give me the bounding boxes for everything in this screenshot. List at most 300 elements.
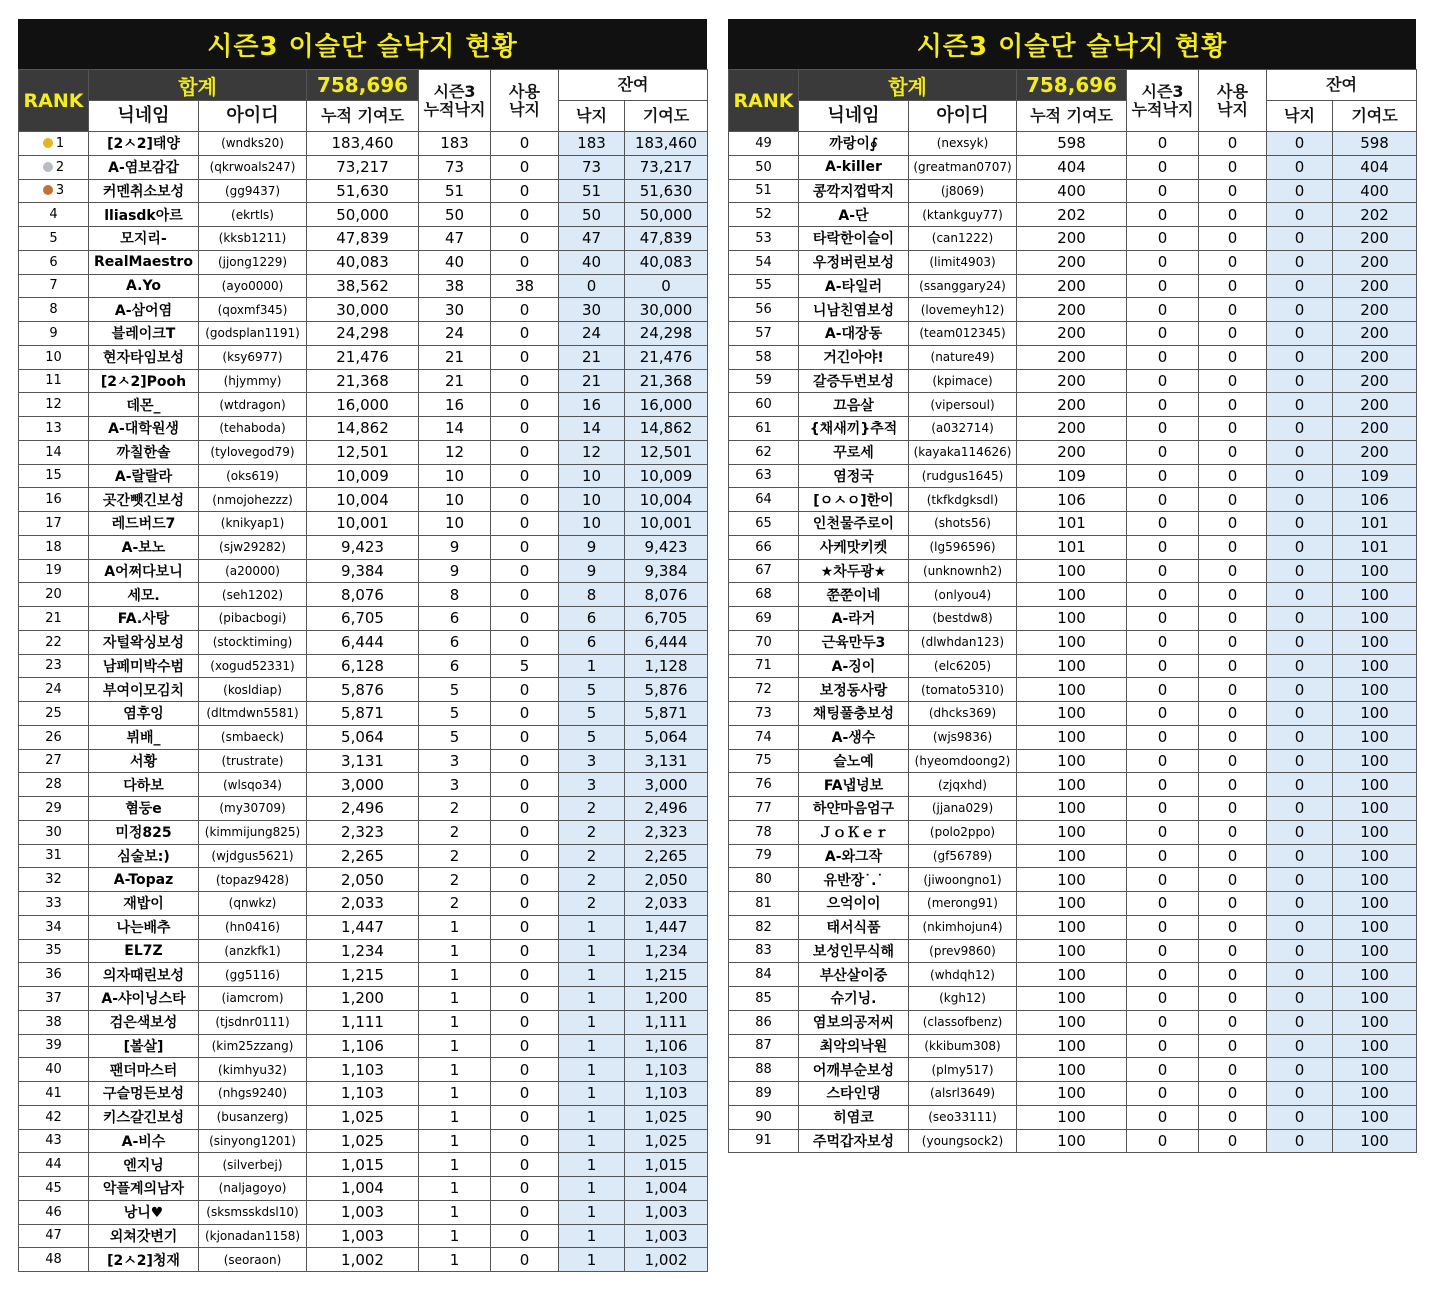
rank-cell: 5 (19, 227, 89, 251)
remain-contrib-cell: 14,862 (625, 417, 708, 441)
remain-nakji-cell: 10 (559, 512, 625, 536)
remain-nakji-cell: 0 (1267, 607, 1333, 631)
rank-cell: 65 (729, 512, 799, 536)
rank-cell: 70 (729, 630, 799, 654)
table-row (729, 820, 1417, 844)
user-id-cell: (kgh12) (909, 987, 1017, 1011)
table-row (729, 322, 1417, 346)
table-row (729, 607, 1417, 631)
season-cum-cell: 1 (419, 1129, 491, 1153)
remain-nakji-cell: 0 (1267, 488, 1333, 512)
used-nakji-cell: 0 (491, 1010, 559, 1034)
table-row (729, 1105, 1417, 1129)
season-cum-cell: 21 (419, 345, 491, 369)
used-nakji-cell: 0 (1199, 654, 1267, 678)
table-row (19, 797, 708, 821)
table-row (729, 678, 1417, 702)
nickname-cell: FA.사탕 (89, 607, 199, 631)
rank-cell: 43 (19, 1129, 89, 1153)
rank-cell: 76 (729, 773, 799, 797)
used-nakji-cell: 0 (491, 559, 559, 583)
panel-title: 시즌3 이슬단 슬낙지 현황 (18, 19, 707, 69)
remain-nakji-cell: 0 (1267, 1010, 1333, 1034)
rank-cell: 4 (19, 203, 89, 227)
used-nakji-cell: 0 (1199, 417, 1267, 441)
used-nakji-cell: 0 (1199, 1129, 1267, 1153)
cum-contrib-header: 누적 기여도 (1017, 101, 1127, 132)
remain-contrib-cell: 100 (1333, 654, 1417, 678)
used-nakji-cell: 0 (491, 1177, 559, 1201)
rank-cell: 68 (729, 583, 799, 607)
remain-nakji-cell: 9 (559, 559, 625, 583)
cum-contrib-cell: 1,103 (307, 1082, 419, 1106)
used-nakji-cell: 0 (1199, 250, 1267, 274)
user-id-cell: (stocktiming) (199, 630, 307, 654)
user-id-cell: (sjw29282) (199, 535, 307, 559)
user-id-cell: (can1222) (909, 227, 1017, 251)
remain-nakji-cell: 51 (559, 179, 625, 203)
used-nakji-cell: 0 (1199, 488, 1267, 512)
rank-cell: 81 (729, 892, 799, 916)
nickname-cell: [2ㅅ2]태양 (89, 132, 199, 156)
rank-number: 1 (55, 135, 65, 151)
used-nakji-cell: 0 (1199, 393, 1267, 417)
season-cum-cell: 0 (1127, 203, 1199, 227)
rank-cell: 19 (19, 559, 89, 583)
ranking-table (728, 69, 1417, 1153)
table-row (19, 1248, 708, 1272)
nickname-cell: 재밥이 (89, 892, 199, 916)
remain-contrib-cell: 1,103 (625, 1058, 708, 1082)
season-cum-cell: 0 (1127, 250, 1199, 274)
table-row (729, 464, 1417, 488)
remain-contrib-cell: 50,000 (625, 203, 708, 227)
remain-nakji-cell: 0 (1267, 512, 1333, 536)
rank-cell: 24 (19, 678, 89, 702)
rank-cell: 75 (729, 749, 799, 773)
remain-contrib-cell: 10,001 (625, 512, 708, 536)
rank-cell: 18 (19, 535, 89, 559)
table-row (729, 630, 1417, 654)
remain-nakji-header: 낙지 (1267, 101, 1333, 132)
cum-contrib-cell: 100 (1017, 725, 1127, 749)
season-cum-cell: 0 (1127, 725, 1199, 749)
cum-contrib-cell: 100 (1017, 630, 1127, 654)
cum-contrib-cell: 404 (1017, 155, 1127, 179)
season-cum-cell: 0 (1127, 820, 1199, 844)
remain-nakji-cell: 1 (559, 1224, 625, 1248)
remain-nakji-cell: 1 (559, 1248, 625, 1272)
remain-nakji-cell: 6 (559, 607, 625, 631)
rank-cell: 53 (729, 227, 799, 251)
cum-contrib-cell: 50,000 (307, 203, 419, 227)
nickname-cell: 하얀마음엄구 (799, 797, 909, 821)
remain-contrib-cell: 100 (1333, 987, 1417, 1011)
season-cum-cell: 0 (1127, 1129, 1199, 1153)
remain-nakji-cell: 1 (559, 939, 625, 963)
used-nakji-cell: 0 (1199, 369, 1267, 393)
season-cum-cell: 10 (419, 512, 491, 536)
user-id-cell: (prev9860) (909, 939, 1017, 963)
rank-cell: 6 (19, 250, 89, 274)
remain-nakji-cell: 73 (559, 155, 625, 179)
remain-contrib-cell: 100 (1333, 773, 1417, 797)
cum-contrib-cell: 2,496 (307, 797, 419, 821)
rank-cell: 87 (729, 1034, 799, 1058)
user-id-cell: (jjana029) (909, 797, 1017, 821)
cum-contrib-cell: 5,871 (307, 702, 419, 726)
cum-contrib-cell: 1,106 (307, 1034, 419, 1058)
user-id-cell: (hn0416) (199, 915, 307, 939)
table-row (729, 369, 1417, 393)
user-id-cell: (trustrate) (199, 749, 307, 773)
used-nakji-cell: 0 (1199, 322, 1267, 346)
cum-contrib-cell: 6,444 (307, 630, 419, 654)
nickname-cell: 부여이모김치 (89, 678, 199, 702)
cum-contrib-cell: 101 (1017, 535, 1127, 559)
nickname-cell: lliasdk아르 (89, 203, 199, 227)
table-row (729, 915, 1417, 939)
season-cum-cell: 1 (419, 1200, 491, 1224)
table-row (19, 725, 708, 749)
rank-cell: 48 (19, 1248, 89, 1272)
rank-cell: 32 (19, 868, 89, 892)
nickname-cell: [2ㅅ2]Pooh (89, 369, 199, 393)
season-cum-cell: 73 (419, 155, 491, 179)
rank-cell: 80 (729, 868, 799, 892)
remain-nakji-cell: 0 (1267, 250, 1333, 274)
rank-cell: 7 (19, 274, 89, 298)
remain-contrib-cell: 1,215 (625, 963, 708, 987)
season-cum-cell: 1 (419, 1153, 491, 1177)
rank-cell: 83 (729, 939, 799, 963)
rank-cell: 73 (729, 702, 799, 726)
rank-cell: 29 (19, 797, 89, 821)
ranking-table (18, 69, 708, 1272)
remain-nakji-cell: 0 (1267, 369, 1333, 393)
season-cum-cell: 0 (1127, 464, 1199, 488)
used-nakji-cell: 0 (491, 512, 559, 536)
rank-cell: 91 (729, 1129, 799, 1153)
nickname-cell: 염후잉 (89, 702, 199, 726)
remain-nakji-cell: 2 (559, 820, 625, 844)
season-cum-cell: 40 (419, 250, 491, 274)
season-cum-cell: 16 (419, 393, 491, 417)
cum-contrib-cell: 200 (1017, 417, 1127, 441)
nickname-cell: 어깨부순보성 (799, 1058, 909, 1082)
used-nakji-cell: 0 (1199, 155, 1267, 179)
cum-contrib-cell: 24,298 (307, 322, 419, 346)
table-row (19, 440, 708, 464)
season-cum-cell: 0 (1127, 488, 1199, 512)
season-cum-cell: 1 (419, 987, 491, 1011)
cum-contrib-cell: 2,050 (307, 868, 419, 892)
used-nakji-cell: 0 (491, 298, 559, 322)
season-cum-cell: 0 (1127, 583, 1199, 607)
rank-cell: 36 (19, 963, 89, 987)
rank-cell: 45 (19, 1177, 89, 1201)
used-nakji-cell: 0 (491, 1034, 559, 1058)
nickname-cell: 채팅풀충보성 (799, 702, 909, 726)
rank-cell: 61 (729, 417, 799, 441)
remain-contrib-cell: 1,111 (625, 1010, 708, 1034)
user-id-cell: (elc6205) (909, 654, 1017, 678)
remain-contrib-cell: 100 (1333, 630, 1417, 654)
user-id-cell: (alsrl3649) (909, 1082, 1017, 1106)
remain-nakji-cell: 10 (559, 464, 625, 488)
nickname-cell: 갈증두번보성 (799, 369, 909, 393)
season-cum-cell: 8 (419, 583, 491, 607)
used-header: 사용 낙지 (1199, 70, 1267, 132)
remain-contrib-cell: 1,106 (625, 1034, 708, 1058)
remain-nakji-cell: 0 (559, 274, 625, 298)
remain-nakji-cell: 21 (559, 369, 625, 393)
rank-cell: 88 (729, 1058, 799, 1082)
season-cum-cell: 1 (419, 915, 491, 939)
id-header: 아이디 (909, 101, 1017, 132)
used-nakji-cell: 0 (1199, 749, 1267, 773)
table-row (19, 1129, 708, 1153)
season-cum-cell: 6 (419, 630, 491, 654)
cum-contrib-cell: 1,234 (307, 939, 419, 963)
nickname-cell: 으억이이 (799, 892, 909, 916)
rank-cell: 26 (19, 725, 89, 749)
user-id-cell: (ayo0000) (199, 274, 307, 298)
remain-contrib-cell: 12,501 (625, 440, 708, 464)
remain-nakji-cell: 0 (1267, 939, 1333, 963)
nickname-cell: [ㅇㅅㅇ]한이 (799, 488, 909, 512)
remain-contrib-cell: 100 (1333, 963, 1417, 987)
table-row (19, 1177, 708, 1201)
user-id-cell: (dltmdwn5581) (199, 702, 307, 726)
season-cum-cell: 0 (1127, 512, 1199, 536)
used-nakji-cell: 0 (491, 488, 559, 512)
remain-contrib-cell: 100 (1333, 678, 1417, 702)
used-nakji-cell: 0 (491, 583, 559, 607)
rank-cell: 84 (729, 963, 799, 987)
cum-contrib-cell: 1,200 (307, 987, 419, 1011)
used-nakji-cell: 0 (1199, 1058, 1267, 1082)
user-id-cell: (youngsock2) (909, 1129, 1017, 1153)
user-id-cell: (kpimace) (909, 369, 1017, 393)
used-nakji-cell: 0 (491, 749, 559, 773)
cum-contrib-cell: 10,009 (307, 464, 419, 488)
used-nakji-cell: 0 (1199, 1105, 1267, 1129)
nickname-cell: ★차두광★ (799, 559, 909, 583)
used-header: 사용 낙지 (491, 70, 559, 132)
table-row (19, 250, 708, 274)
user-id-cell: (seoraon) (199, 1248, 307, 1272)
cum-contrib-cell: 73,217 (307, 155, 419, 179)
remain-nakji-cell: 0 (1267, 464, 1333, 488)
table-row (19, 559, 708, 583)
cum-contrib-cell: 1,111 (307, 1010, 419, 1034)
remain-nakji-cell: 3 (559, 773, 625, 797)
season-cum-cell: 10 (419, 488, 491, 512)
table-row (729, 250, 1417, 274)
remain-contrib-cell: 73,217 (625, 155, 708, 179)
remain-header: 잔여 (559, 70, 708, 101)
cum-contrib-cell: 1,015 (307, 1153, 419, 1177)
used-nakji-cell: 0 (491, 179, 559, 203)
used-nakji-cell: 0 (491, 678, 559, 702)
season-cum-cell: 0 (1127, 440, 1199, 464)
remain-nakji-cell: 0 (1267, 892, 1333, 916)
cum-contrib-cell: 10,004 (307, 488, 419, 512)
total-value: 758,696 (1017, 70, 1127, 101)
remain-contrib-cell: 100 (1333, 1105, 1417, 1129)
rank-cell: 60 (729, 393, 799, 417)
cum-contrib-cell: 2,033 (307, 892, 419, 916)
table-row (729, 844, 1417, 868)
rank-cell: 31 (19, 844, 89, 868)
season-cum-cell: 0 (1127, 654, 1199, 678)
used-nakji-cell: 0 (1199, 559, 1267, 583)
remain-contrib-cell: 0 (625, 274, 708, 298)
rank-cell (19, 155, 89, 179)
used-nakji-cell: 0 (1199, 915, 1267, 939)
remain-contrib-cell: 1,103 (625, 1082, 708, 1106)
table-row (729, 1082, 1417, 1106)
used-nakji-cell: 0 (491, 1248, 559, 1272)
nickname-cell: 염보의공저씨 (799, 1010, 909, 1034)
nickname-cell: RealMaestro (89, 250, 199, 274)
table-row (729, 535, 1417, 559)
user-id-cell: (vipersoul) (909, 393, 1017, 417)
used-nakji-cell: 0 (1199, 345, 1267, 369)
table-row (19, 868, 708, 892)
used-nakji-cell: 0 (1199, 939, 1267, 963)
table-row (19, 630, 708, 654)
rank-cell: 51 (729, 179, 799, 203)
cum-contrib-cell: 100 (1017, 797, 1127, 821)
cum-contrib-cell: 100 (1017, 702, 1127, 726)
cum-contrib-cell: 100 (1017, 607, 1127, 631)
table-row (19, 203, 708, 227)
user-id-cell: (dhcks369) (909, 702, 1017, 726)
remain-contrib-cell: 200 (1333, 298, 1417, 322)
remain-nakji-cell: 30 (559, 298, 625, 322)
rank-cell: 27 (19, 749, 89, 773)
remain-contrib-cell: 106 (1333, 488, 1417, 512)
remain-nakji-cell: 2 (559, 868, 625, 892)
cum-contrib-cell: 100 (1017, 1058, 1127, 1082)
remain-contrib-cell: 1,234 (625, 939, 708, 963)
remain-contrib-cell: 1,200 (625, 987, 708, 1011)
rank-cell: 50 (729, 155, 799, 179)
used-nakji-cell: 0 (491, 535, 559, 559)
remain-nakji-cell: 0 (1267, 132, 1333, 156)
table-row (19, 345, 708, 369)
nickname-cell: A-대학원생 (89, 417, 199, 441)
used-nakji-cell: 0 (491, 868, 559, 892)
cum-contrib-cell: 38,562 (307, 274, 419, 298)
nickname-cell: 까랑이∮ (799, 132, 909, 156)
used-nakji-cell: 0 (491, 1082, 559, 1106)
used-nakji-cell: 0 (1199, 678, 1267, 702)
table-row (19, 963, 708, 987)
nickname-cell: 염정국 (799, 464, 909, 488)
remain-contrib-cell: 183,460 (625, 132, 708, 156)
rank-cell: 63 (729, 464, 799, 488)
season-cum-cell: 0 (1127, 369, 1199, 393)
remain-nakji-cell: 5 (559, 702, 625, 726)
table-row (19, 322, 708, 346)
season-cum-cell: 0 (1127, 892, 1199, 916)
rank-cell: 58 (729, 345, 799, 369)
table-row (729, 393, 1417, 417)
user-id-cell: (merong91) (909, 892, 1017, 916)
season-cum-cell: 6 (419, 607, 491, 631)
cum-contrib-cell: 100 (1017, 892, 1127, 916)
cum-contrib-cell: 200 (1017, 274, 1127, 298)
remain-nakji-cell: 1 (559, 1034, 625, 1058)
remain-nakji-cell: 0 (1267, 630, 1333, 654)
remain-contrib-cell: 100 (1333, 797, 1417, 821)
season-cum-cell: 0 (1127, 417, 1199, 441)
table-row (729, 987, 1417, 1011)
table-row (19, 227, 708, 251)
nickname-cell: A-Topaz (89, 868, 199, 892)
remain-contrib-cell: 200 (1333, 440, 1417, 464)
rank-cell: 55 (729, 274, 799, 298)
season-cum-cell: 0 (1127, 987, 1199, 1011)
user-id-cell: (hyeomdoong2) (909, 749, 1017, 773)
remain-nakji-cell: 0 (1267, 274, 1333, 298)
remain-nakji-cell: 0 (1267, 1129, 1333, 1153)
cum-contrib-cell: 1,447 (307, 915, 419, 939)
rank-cell (19, 179, 89, 203)
used-nakji-cell: 0 (491, 203, 559, 227)
table-row (19, 1010, 708, 1034)
season-cum-header: 시즌3 누적낙지 (419, 70, 491, 132)
remain-contrib-cell: 200 (1333, 274, 1417, 298)
user-id-cell: (my30709) (199, 797, 307, 821)
remain-contrib-cell: 51,630 (625, 179, 708, 203)
season-cum-cell: 5 (419, 702, 491, 726)
used-nakji-cell: 0 (1199, 892, 1267, 916)
user-id-cell: (wndks20) (199, 132, 307, 156)
season-cum-cell: 0 (1127, 345, 1199, 369)
nickname-cell: 다하보 (89, 773, 199, 797)
nickname-cell: 곳간뺏긴보성 (89, 488, 199, 512)
nickname-header: 닉네임 (799, 101, 909, 132)
user-id-cell: (ekrtls) (199, 203, 307, 227)
remain-contrib-cell: 200 (1333, 250, 1417, 274)
remain-contrib-cell: 1,025 (625, 1129, 708, 1153)
rank-cell: 85 (729, 987, 799, 1011)
used-nakji-cell: 0 (491, 892, 559, 916)
cum-contrib-cell: 100 (1017, 939, 1127, 963)
rank-cell: 67 (729, 559, 799, 583)
rank-cell: 42 (19, 1105, 89, 1129)
table-row (19, 939, 708, 963)
nickname-cell: 의자때린보성 (89, 963, 199, 987)
rank-cell: 15 (19, 464, 89, 488)
table-row (19, 583, 708, 607)
rank-cell: 34 (19, 915, 89, 939)
user-id-cell: (pibacbogi) (199, 607, 307, 631)
remain-contrib-cell: 2,323 (625, 820, 708, 844)
user-id-cell: (oks619) (199, 464, 307, 488)
table-row (729, 1034, 1417, 1058)
season-cum-cell: 38 (419, 274, 491, 298)
rank-cell: 90 (729, 1105, 799, 1129)
cum-contrib-cell: 1,215 (307, 963, 419, 987)
cum-contrib-cell: 101 (1017, 512, 1127, 536)
user-id-cell: (gg5116) (199, 963, 307, 987)
user-id-cell: (kksb1211) (199, 227, 307, 251)
